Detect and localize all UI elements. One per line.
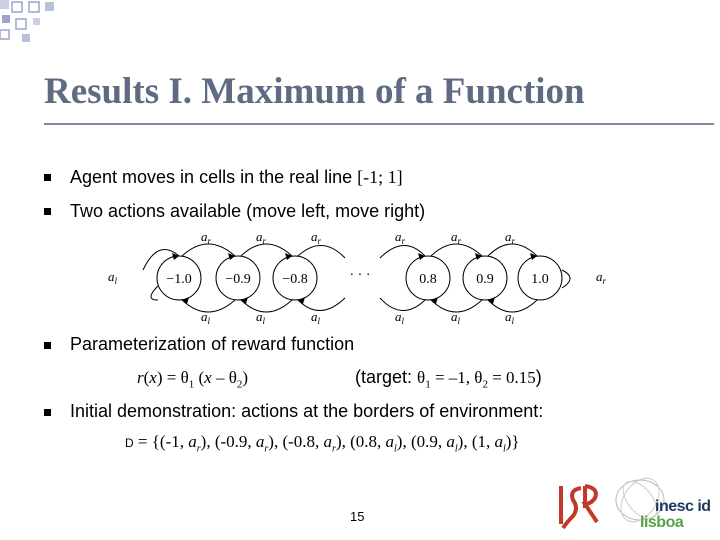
bullet-initial-demonstration: Initial demonstration: actions at the borders of environment: — [70, 401, 544, 421]
reward-formula: $r(x) = \theta_1$ $(x - \theta_2)$ — [137, 368, 249, 391]
state-label: 0.8 — [419, 272, 437, 287]
action-left-label: $a_l$ — [256, 309, 266, 326]
bullet-text: Agent moves in cells in the real line — [70, 167, 358, 187]
bullet-parameterization: Parameterization of reward function — [70, 334, 355, 354]
state-label: −0.8 — [282, 272, 308, 287]
target-parameters: (target: $\theta_1 = -1$, $\theta_2 = 0.15$) — [355, 367, 542, 391]
action-left-label: $a_l$ — [311, 309, 321, 326]
action-right-label: $a_r$ — [505, 229, 516, 246]
page-number: 15 — [350, 509, 365, 524]
state-label: 0.9 — [476, 272, 494, 287]
state-diagram — [100, 222, 620, 327]
left-self-loop-label: $a_l$ — [108, 269, 118, 286]
action-left-label: $a_l$ — [395, 309, 405, 326]
right-self-loop-label: $a_r$ — [596, 269, 607, 286]
inesc-id-wordmark: inesc id — [655, 498, 711, 515]
action-right-label: $a_r$ — [256, 229, 267, 246]
bullet-marker — [44, 208, 51, 215]
ellipsis: · · · — [349, 268, 371, 283]
interval-value: [-1; 1] — [357, 167, 403, 187]
demonstration-set: D = {(-1, $a_r$), (-0.9, $a_r$), (-0.8, $a_r$), (0.8, $a_l$), (0.9, $a_l$), (1, $a_l$)} — [125, 432, 520, 455]
action-left-label: $a_l$ — [201, 309, 211, 326]
slide-title: Results I. Maximum of a Function — [44, 71, 585, 112]
action-left-label: $a_l$ — [451, 309, 461, 326]
bullet-marker — [44, 342, 51, 349]
action-right-label: $a_r$ — [395, 229, 406, 246]
state-label: −0.9 — [225, 272, 251, 287]
bullet-marker — [44, 409, 51, 416]
action-left-label: $a_l$ — [505, 309, 515, 326]
isr-logo — [555, 478, 603, 534]
bullet-agent-moves — [70, 167, 403, 188]
action-right-label: $a_r$ — [201, 229, 212, 246]
action-right-label: $a_r$ — [451, 229, 462, 246]
title-divider — [44, 123, 714, 125]
state-label: 1.0 — [531, 272, 549, 287]
state-label: −1.0 — [166, 272, 192, 287]
lisboa-wordmark: lisboa — [640, 514, 684, 531]
decorative-squares — [0, 0, 60, 50]
bullet-marker — [44, 174, 51, 181]
bullet-two-actions: Two actions available (move left, move right) — [70, 201, 426, 221]
action-right-label: $a_r$ — [311, 229, 322, 246]
